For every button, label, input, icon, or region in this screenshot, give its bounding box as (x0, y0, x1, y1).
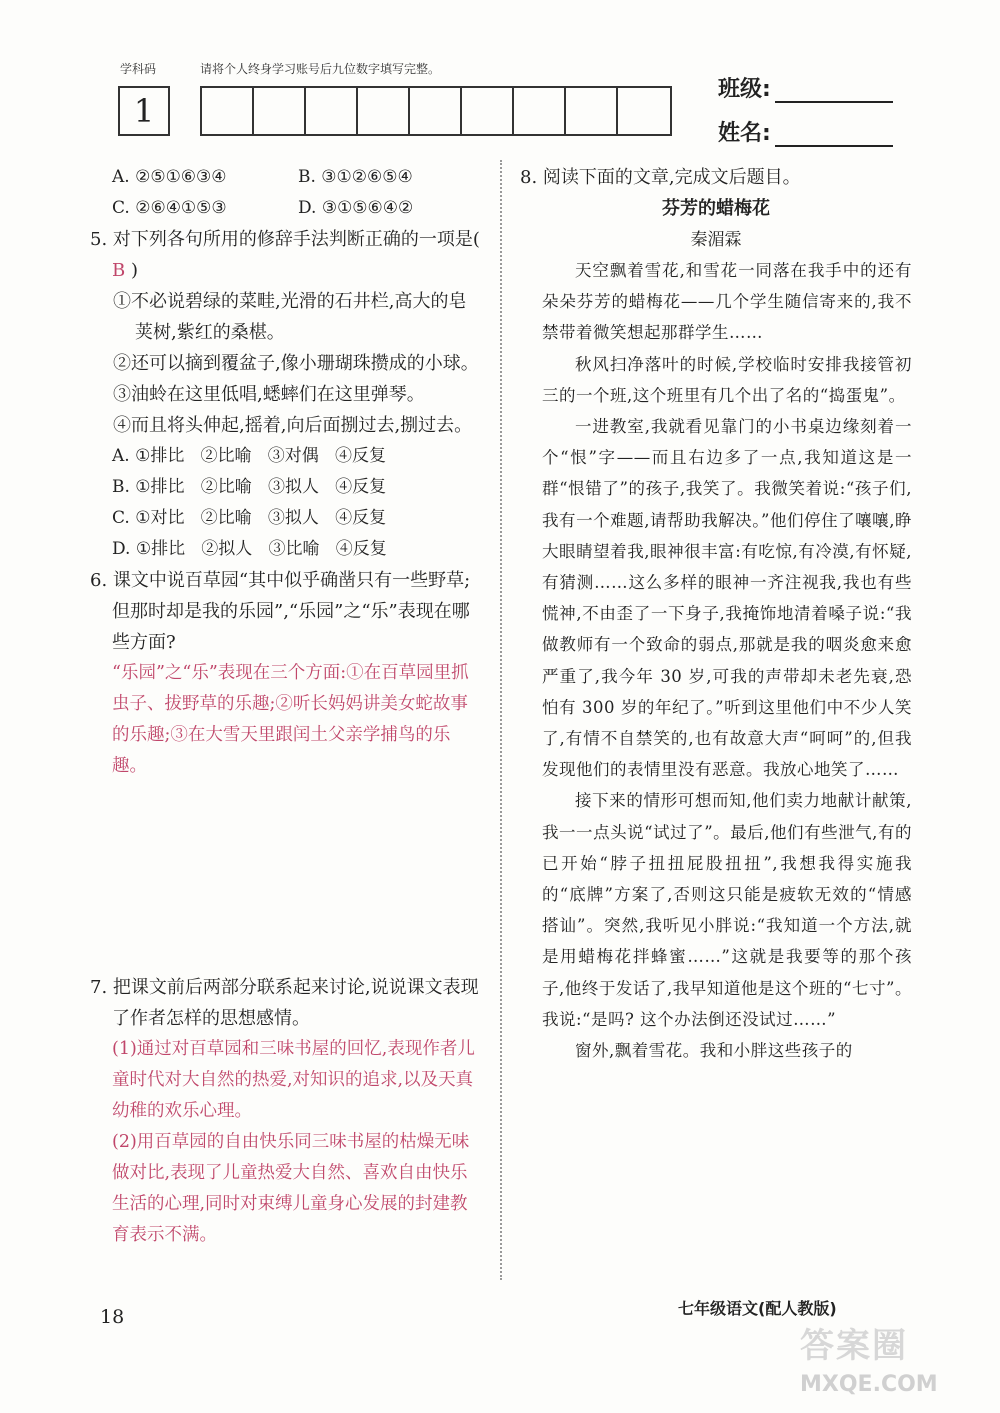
q5-sentence-2: ②还可以摘到覆盆子,像小珊瑚珠攒成的小球。 (113, 353, 479, 374)
article-paragraph-5: 窗外,飘着雪花。我和小胖这些孩子的 (575, 1041, 853, 1061)
account-digit-boxes[interactable] (200, 86, 672, 136)
q8-question: 8. 阅读下面的文章,完成文后题目。 (520, 167, 801, 188)
q5-choice-c: C. ①对比 ②比喻 ③拟人 ④反复 (112, 508, 387, 528)
article-paragraph-2: 秋风扫净落叶的时候,学校临时安排我接管初三的一个班,这个班里有几个出了名的“捣蛋鬼”。 (542, 354, 912, 405)
q7-block (90, 972, 484, 1251)
digit-cell[interactable] (462, 88, 514, 134)
q4-option-b: B. ③①②⑥⑤④ (298, 167, 413, 187)
left-column (90, 162, 484, 782)
article-author: 秦湄霖 (690, 230, 742, 250)
digit-cell[interactable] (254, 88, 306, 134)
q5-choice-a: A. ①排比 ②比喻 ③对偶 ④反复 (112, 446, 386, 466)
class-field (718, 72, 893, 103)
q5-sentence-1: ①不必说碧绿的菜畦,光滑的石井栏,高大的皂荚树,紫红的桑椹。 (113, 291, 467, 343)
q7-question: 7. 把课文前后两部分联系起来讨论,说说课文表现了作者怎样的思想感情。 (90, 977, 479, 1029)
digit-cell[interactable] (358, 88, 410, 134)
digit-cell[interactable] (306, 88, 358, 134)
q4-option-a: A. ②⑤①⑥③④ (112, 167, 227, 187)
instruction-text: 请将个人终身学习账号后九位数字填写完整。 (200, 62, 441, 76)
right-column (520, 162, 912, 1066)
digit-cell[interactable] (514, 88, 566, 134)
q5-choice-d: D. ①排比 ②拟人 ③比喻 ④反复 (112, 539, 387, 559)
digit-cell[interactable] (410, 88, 462, 134)
class-label: 班级: (718, 77, 771, 102)
name-field (718, 116, 893, 147)
name-label: 姓名: (718, 121, 771, 146)
article-title: 芬芳的蜡梅花 (662, 198, 770, 219)
q5-sentence-3: ③油蛉在这里低唱,蟋蟀们在这里弹琴。 (113, 384, 425, 405)
digit-cell[interactable] (618, 88, 670, 134)
page-number: 18 (100, 1306, 125, 1328)
q5-sentence-4: ④而且将头伸起,摇着,向后面捌过去,捌过去。 (113, 415, 473, 436)
q4-option-d: D. ③①⑤⑥④② (298, 198, 414, 218)
q5-choice-b: B. ①排比 ②比喻 ③拟人 ④反复 (112, 477, 387, 497)
subject-code-box: 1 (118, 86, 170, 136)
q4-options-row2 (90, 193, 484, 224)
article-paragraph-1: 天空飘着雪花,和雪花一同落在我手中的还有朵朵芬芳的蜡梅花——几个学生随信寄来的,我不禁带着微笑想起那群学生…… (542, 261, 912, 343)
book-title: 七年级语文(配人教版) (678, 1299, 837, 1318)
q5-text-end: ) (130, 260, 138, 281)
q4-option-c: C. ②⑥④①⑤③ (112, 198, 227, 218)
q5-question (90, 224, 484, 286)
digit-cell[interactable] (202, 88, 254, 134)
digit-cell[interactable] (566, 88, 618, 134)
q5-text: 5. 对下列各句所用的修辞手法判断正确的一项是( (90, 229, 480, 250)
column-divider (500, 160, 502, 1280)
q7-answer-2: (2)用百草园的自由快乐同三味书屋的枯燥无味做对比,表现了儿童热爱大自然、喜欢自由快乐生活的心理,同时对束缚儿童身心发展的封建教育表示不满。 (112, 1132, 470, 1245)
q6-answer: “乐园”之“乐”表现在三个方面:①在百草园里抓虫子、拔野草的乐趣;②听长妈妈讲美女蛇故事的乐趣;③在大雪天里跟闰土父亲学捕鸟的乐趣。 (112, 663, 469, 776)
q6-question: 6. 课文中说百草园“其中似乎确凿只有一些野草;但那时却是我的乐园”,“乐园”之“乐”表现在哪些方面? (90, 570, 471, 653)
article-paragraph-4: 接下来的情形可想而知,他们卖力地献计献策,我一一点头说“试过了”。最后,他们有些泄气,有的已开始“脖子扭扭屁股扭扭”,我想我得实施我的“底牌”方案了,否则这只能是疲软无效的“情感搭讪”。突然,我听见小胖说:“我知道一个方法,就是用蜡梅花拌蜂蜜……”这就是我要等的那个孩子,他终于发话了,我早知道他是这个班的“七寸”。我说:“是吗? 这个办法倒还没试过……” (542, 791, 912, 1029)
q4-options-row1 (90, 162, 484, 193)
name-line[interactable] (775, 123, 893, 147)
class-line[interactable] (775, 79, 893, 103)
q7-answer-1: (1)通过对百草园和三味书屋的回忆,表现作者儿童时代对大自然的热爱,对知识的追求,以及天真幼稚的欢乐心理。 (112, 1039, 475, 1121)
article-paragraph-3: 一进教室,我就看见靠门的小书桌边缘刻着一个“恨”字——而且右边多了一点,我知道这是一群“恨错了”的孩子,我笑了。我微笑着说:“孩子们,我有一个难题,请帮助我解决。”他们停住了嚷嚷,睁大眼睛望着我,眼神很丰富:有吃惊,有冷漠,有怀疑,有猜测……这么多样的眼神一齐注视我,我也有些慌神,不由歪了一下身子,我掩饰地清着嗓子说:“我做教师有一个致命的弱点,那就是我的咽炎愈来愈严重了,我今年 30 岁,可我的声带却未老先衰,恐怕有 300 岁的年纪了。”听到这里他们中不少人笑了,有情不自禁笑的,也有故意大声“呵呵”的,但我发现他们的表情里没有恶意。我放心地笑了…… (542, 417, 912, 780)
q5-answer: B (112, 260, 131, 281)
watermark-logo: 答案圈 (800, 1326, 908, 1366)
subject-code-label: 学科码 (120, 62, 157, 76)
watermark-url: MXQE.COM (800, 1372, 938, 1397)
